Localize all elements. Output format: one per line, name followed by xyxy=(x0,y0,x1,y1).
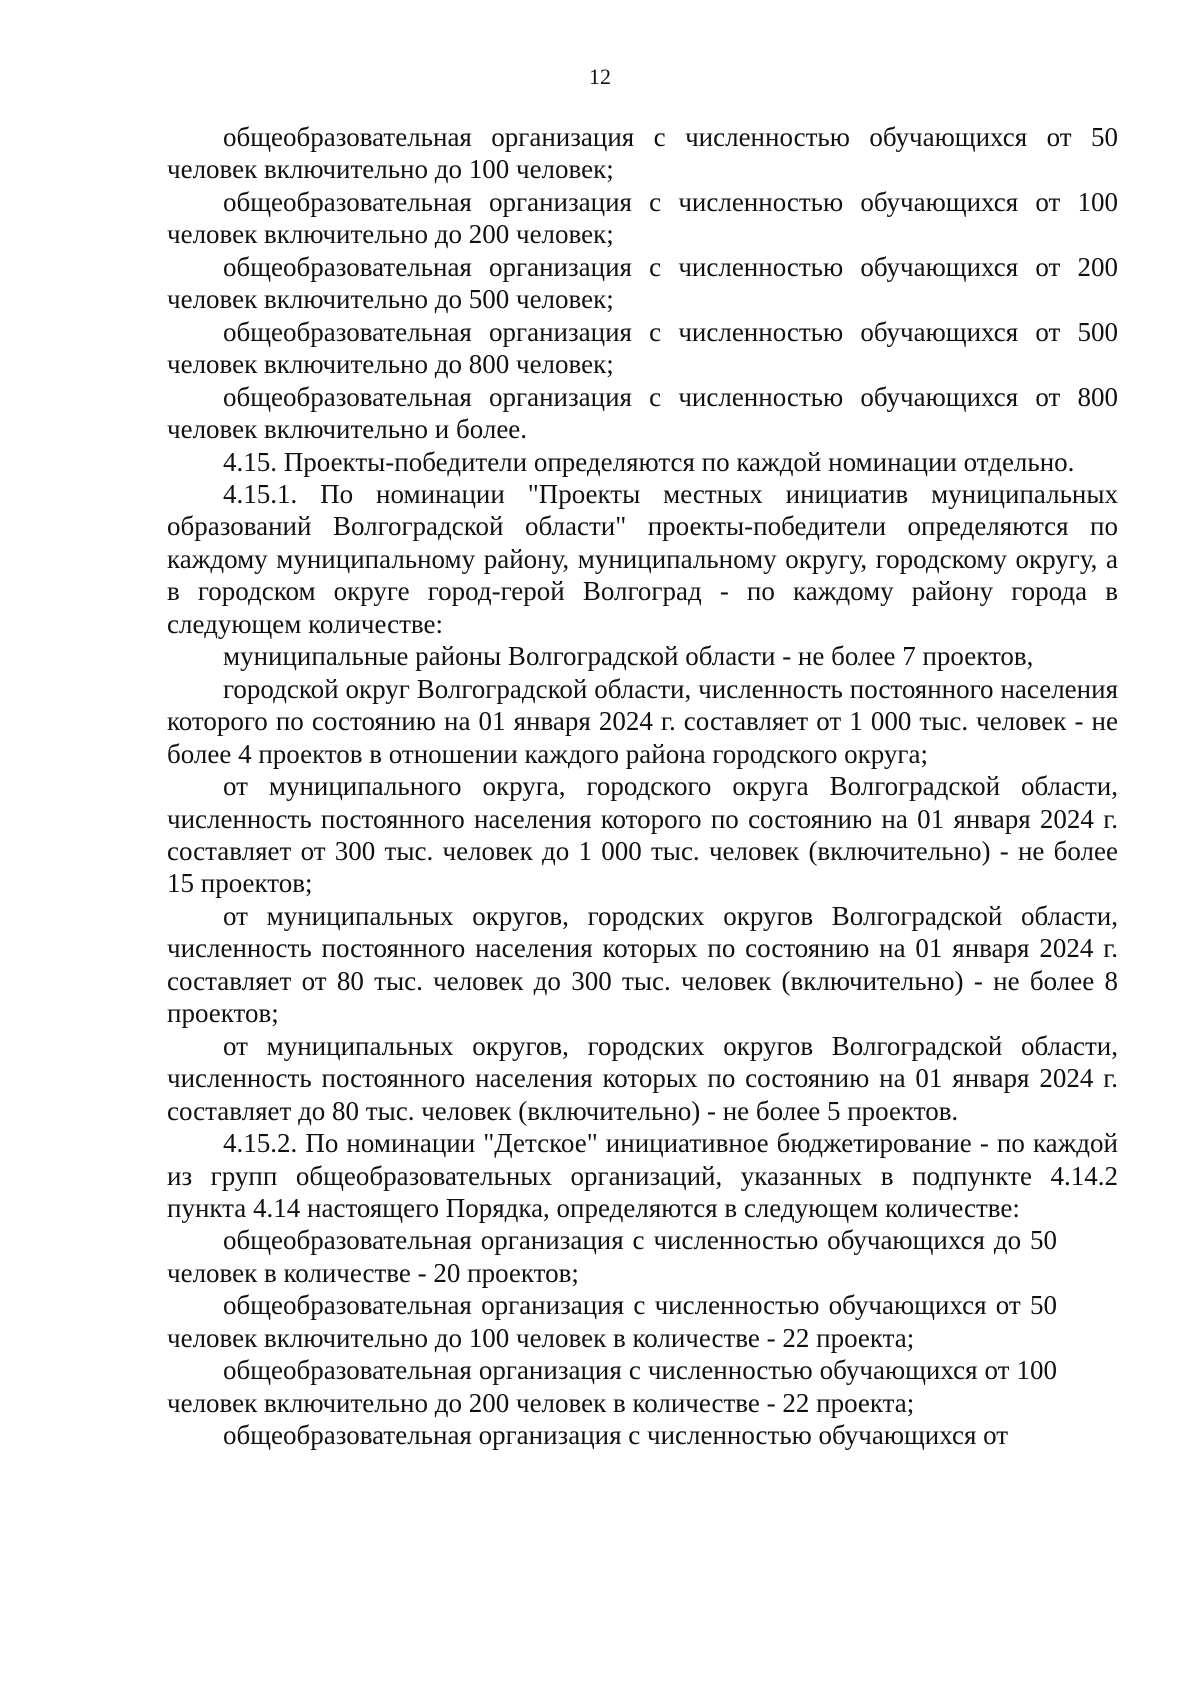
paragraph-4-15: 4.15. Проекты-победители определяются по каждой номинации отдельно. xyxy=(223,446,1075,477)
paragraph-4-15-2: 4.15.2. По номинации "Детское" инициативное бюджетирование - по каждой из групп общеобразовательных организаций, указанных в подпункте 4.14.2 пункта 4.14 настоящего Порядка, определяются в следующем количестве: xyxy=(167,1128,1118,1223)
paragraph-school-50-100: общеобразовательная организация с численностью обучающихся от 50 человек включительно до 100 человек в количестве - 22 проекта; xyxy=(167,1290,1057,1353)
paragraph-3: общеобразовательная организация с численностью обучающихся от 200 человек включительно до 500 человек; xyxy=(167,251,1118,315)
paragraph-4: общеобразовательная организация с численностью обучающихся от 500 человек включительно до 800 человек; xyxy=(167,316,1118,380)
paragraph-2: общеобразовательная организация с численностью обучающихся от 100 человек включительно до 200 человек; xyxy=(167,186,1118,250)
paragraph-4-15-1: 4.15.1. По номинации "Проекты местных инициатив муниципальных образований Волгоградской области" проекты-победители определяются по каждому муниципальному району, муниципальному округу, городскому округу, а в городском округе город-герой Волгоград - по каждому району города в следующем количестве: xyxy=(167,478,1118,639)
paragraph-district-80-300: от муниципальных округов, городских округов Волгоградской области, численность постоянного населения которых по состоянию на 01 января 2024 г. составляет от 80 тыс. человек до 300 тыс. человек (включительно) - не более 8 проектов; xyxy=(167,900,1118,1029)
paragraph-school-100-200: общеобразовательная организация с численностью обучающихся от 100 человек включительно до 200 человек в количестве - 22 проекта; xyxy=(167,1355,1057,1418)
paragraph-district-under-80: от муниципальных округов, городских округов Волгоградской области, численность постоянного населения которых по состоянию на 01 января 2024 г. составляет до 80 тыс. человек (включительно) - не более 5 проектов. xyxy=(167,1030,1118,1126)
paragraph-5: общеобразовательная организация с численностью обучающихся от 800 человек включительно и более. xyxy=(167,381,1118,445)
paragraph-school-last: общеобразовательная организация с численностью обучающихся от xyxy=(223,1420,1009,1451)
paragraph-district-300-1000: от муниципального округа, городского округа Волгоградской области, численность постоянного населения которого по состоянию на 01 января 2024 г. составляет от 300 тыс. человек до 1 000 тыс. человек (включительно) - не более 15 проектов; xyxy=(167,771,1118,899)
document-body xyxy=(167,121,1118,1452)
paragraph-municipal-districts: муниципальные районы Волгоградской области - не более 7 проектов, xyxy=(223,641,1034,672)
page-number: 12 xyxy=(589,64,611,89)
paragraph-city-district-1000: городской округ Волгоградской области, численность постоянного населения которого по состоянию на 01 января 2024 г. составляет от 1 000 тыс. человек - не более 4 проектов в отношении каждого района городского округа; xyxy=(167,673,1118,769)
paragraph-1: общеобразовательная организация с численностью обучающихся от 50 человек включительно до 100 человек; xyxy=(167,122,1118,185)
paragraph-school-under-50: общеобразовательная организация с численностью обучающихся до 50 человек в количестве - 20 проектов; xyxy=(167,1225,1057,1288)
